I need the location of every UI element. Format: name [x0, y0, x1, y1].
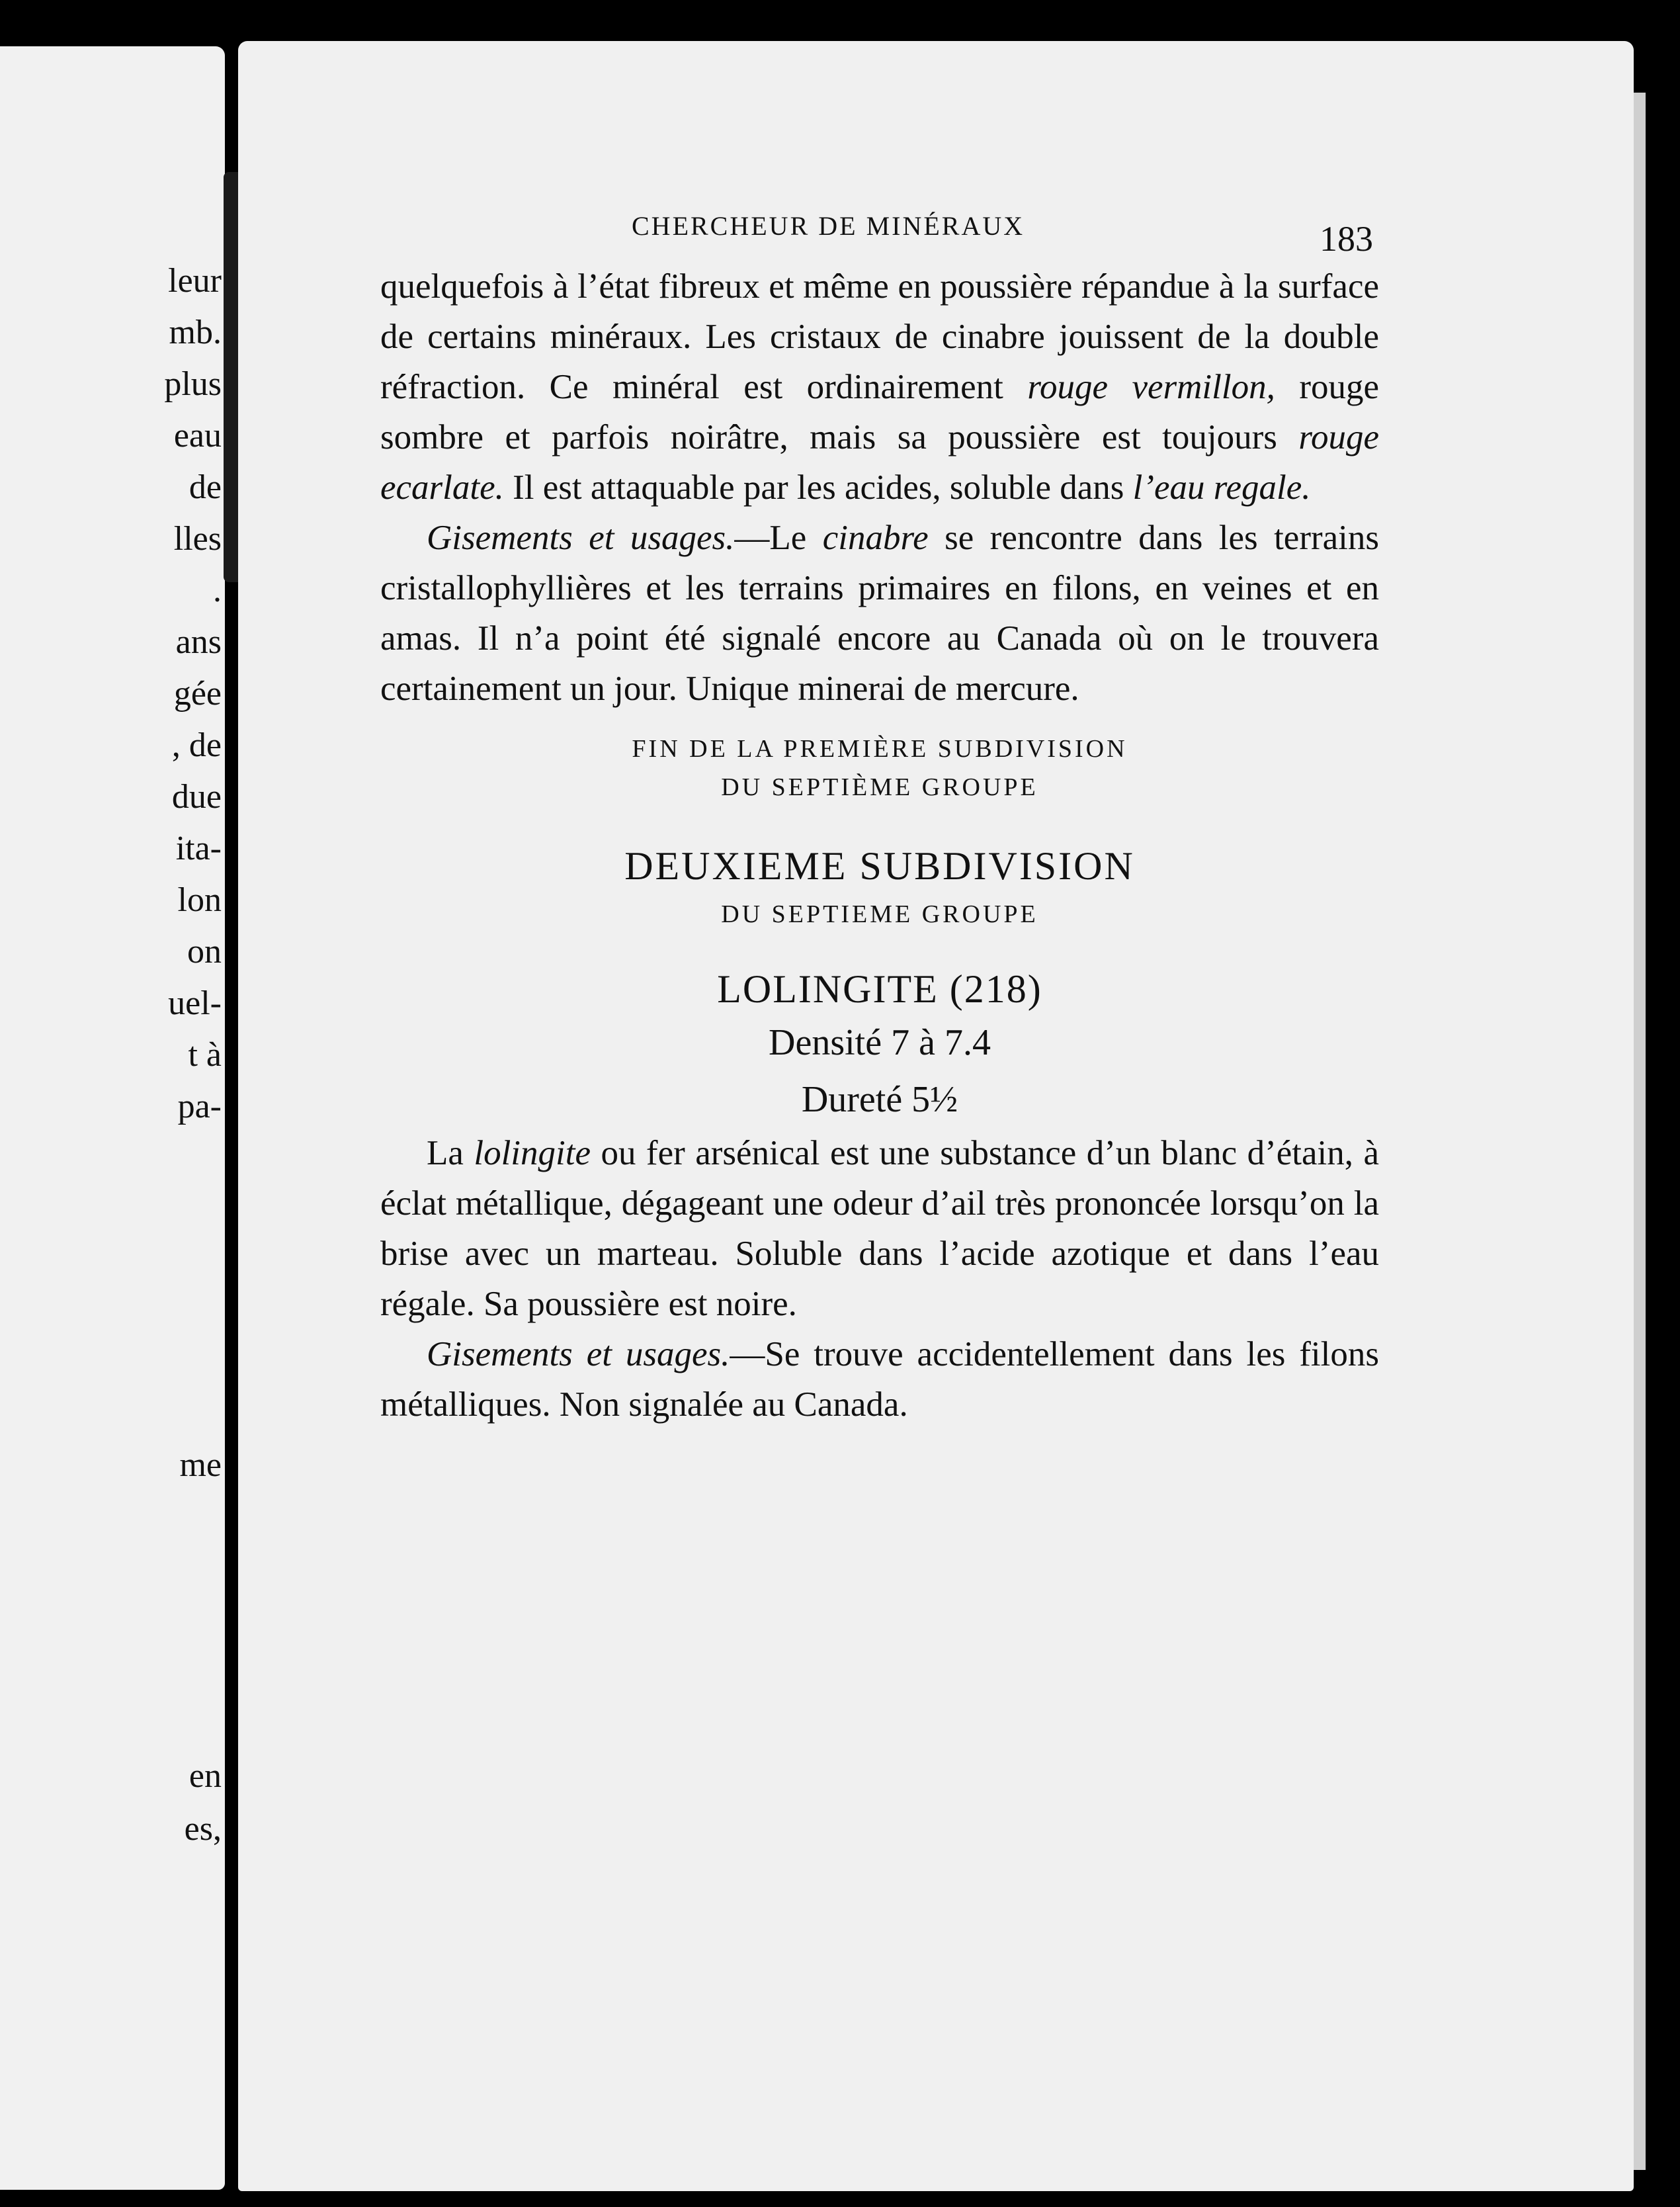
text-run: quelquefois à l’état fibreux et même en poussière répandue à la surface de certains minéraux. Les cristaux de cinabre jouissent de la double réfraction. Ce minéral est ordinairement: [380, 267, 1379, 406]
page-edge: [1634, 93, 1646, 2170]
mineral-hardness: Dureté 5½: [801, 1079, 958, 1120]
left-fragment: me: [179, 1446, 222, 1484]
running-header: CHERCHEUR DE MINÉRAUX: [632, 211, 1025, 241]
left-fragment: , de: [171, 726, 222, 764]
left-fragment: es,: [184, 1810, 222, 1848]
paragraph-lolingite-description: [380, 1128, 1379, 1329]
end-subdivision-line-2: DU SEPTIÈME GROUPE: [721, 773, 1038, 801]
text-run: —Le: [734, 519, 823, 557]
italic-term: cinabre: [822, 519, 929, 557]
left-fragment: en: [189, 1757, 222, 1795]
text-run: Il est attaquable par les acides, soluble dans: [503, 468, 1133, 507]
end-subdivision-line-1: FIN DE LA PREMIÈRE SUBDIVISION: [632, 735, 1128, 763]
left-fragment: lon: [177, 881, 222, 919]
italic-term: l’eau regale.: [1132, 468, 1311, 507]
paragraph-lolingite-gisements: [380, 1329, 1379, 1430]
left-fragment: uel-: [168, 984, 222, 1022]
section-label: Gisements et usages.: [427, 519, 735, 557]
mineral-density: Densité 7 à 7.4: [769, 1022, 991, 1063]
left-fragment: t à: [188, 1036, 222, 1074]
left-fragment: plus: [164, 365, 222, 403]
left-fragment: ita-: [175, 830, 222, 867]
mineral-name: LOLINGITE (218): [717, 967, 1042, 1011]
left-fragment: .: [213, 572, 222, 609]
left-fragment: de: [189, 468, 222, 506]
text-run: —Se trouve accidentellement dans les filons métalliques. Non signalée au Canada.: [380, 1335, 1379, 1424]
section-label: Gisements et usages.: [427, 1335, 730, 1373]
paragraph-cinabre-gisements: [380, 513, 1379, 714]
italic-term: lolingite: [474, 1134, 591, 1172]
left-fragment: ans: [175, 623, 222, 661]
text-run: se rencontre dans les terrains cristallophyllières et les terrains primaires en filons, en veines et en amas. Il n’a point été signalé encore au Canada où on le trouvera certainement un jour. Unique minerai de mercure.: [380, 519, 1379, 708]
text-run: ou fer arsénical est une substance d’un blanc d’étain, à éclat métallique, dégageant une odeur d’ail très prononcée lorsqu’on la brise avec un marteau. Soluble dans l’acide azotique et dans l’eau régale. Sa poussière est noire.: [380, 1134, 1379, 1323]
left-fragment: eau: [173, 417, 222, 454]
left-fragment: mb.: [169, 314, 222, 351]
left-fragment: pa-: [177, 1088, 222, 1125]
italic-term: rouge vermillon,: [1027, 368, 1275, 406]
left-fragment: leur: [168, 262, 222, 300]
page-body: [380, 261, 1379, 1430]
text-run: rouge sombre et parfois noirâtre, mais sa poussière est toujours: [380, 368, 1379, 456]
subdivision-subtitle: DU SEPTIEME GROUPE: [721, 900, 1038, 928]
left-fragment: on: [187, 933, 222, 971]
left-fragment: due: [171, 778, 222, 816]
text-run: La: [427, 1134, 474, 1172]
paragraph-cinabre-properties: [380, 261, 1379, 513]
page-number: 183: [1320, 219, 1373, 259]
left-fragment: gée: [173, 675, 222, 713]
italic-term: rouge ecarlate.: [380, 418, 1379, 507]
left-fragment: lles: [173, 520, 222, 558]
subdivision-title: DEUXIEME SUBDIVISION: [624, 844, 1135, 888]
